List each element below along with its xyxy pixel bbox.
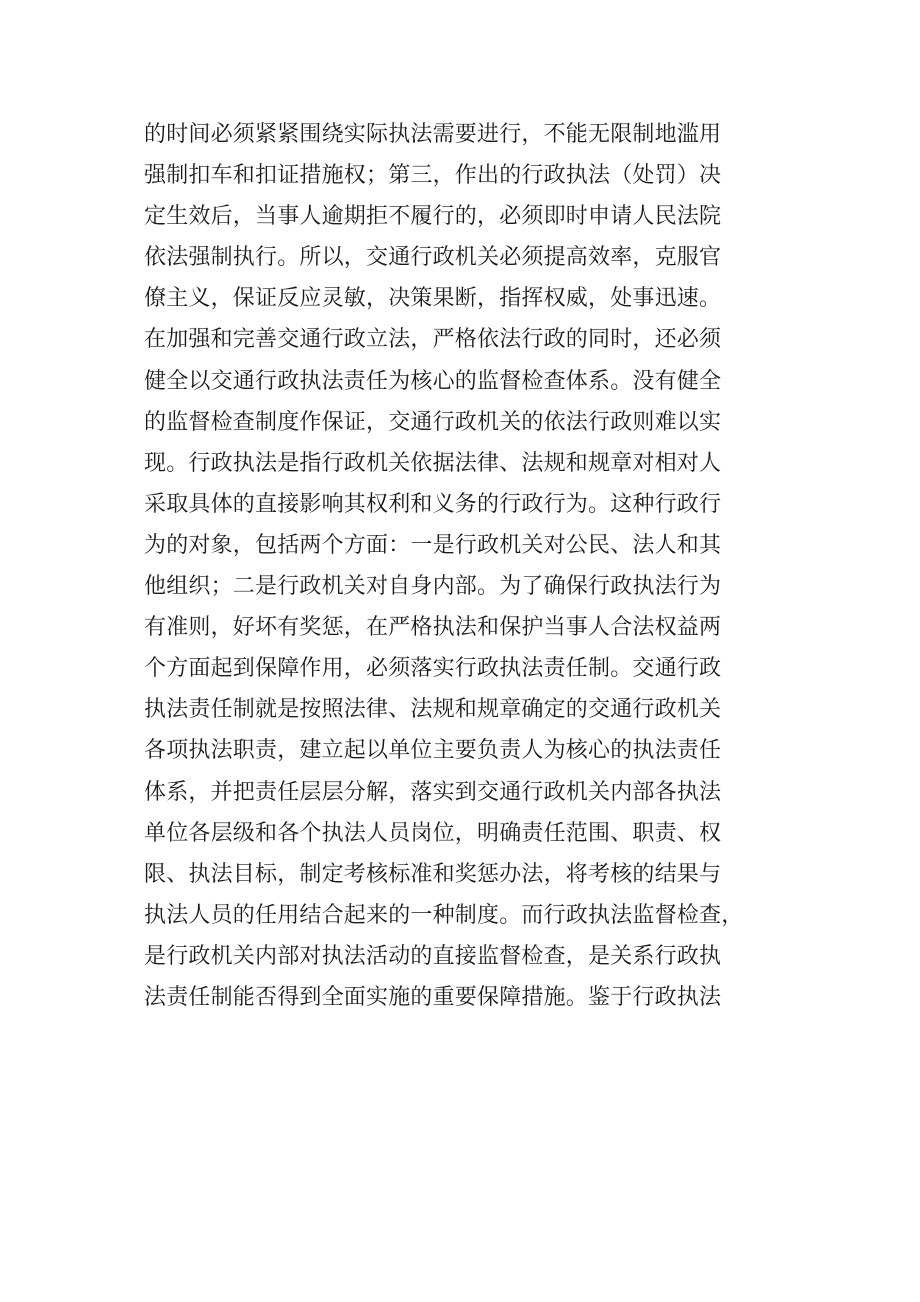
text-line: 单位各层级和各个执法人员岗位，明确责任范围、职责、权 <box>144 820 722 846</box>
text-line: 有准则，好坏有奖惩，在严格执法和保护当事人合法权益两 <box>144 615 722 641</box>
text-line: 各项执法职责，建立起以单位主要负责人为核心的执法责任 <box>144 738 722 764</box>
text-line: 僚主义，保证反应灵敏，决策果断，指挥权威，处事迅速。 <box>144 286 722 312</box>
body-text <box>144 114 784 1018</box>
text-line: 的时间必须紧紧围绕实际执法需要进行，不能无限制地滥用 <box>144 122 722 147</box>
text-line: 执法责任制就是按照法律、法规和规章确定的交通行政机关 <box>144 697 722 723</box>
text-line: 执法人员的任用结合起来的一种制度。而行政执法监督检查， <box>144 902 744 928</box>
text-line: 采取具体的直接影响其权利和义务的行政行为。这种行政行 <box>144 491 722 517</box>
text-line: 定生效后，当事人逾期拒不履行的，必须即时申请人民法院 <box>144 204 722 230</box>
text-line: 他组织；二是行政机关对自身内部。为了确保行政执法行为 <box>144 574 722 600</box>
text-line: 强制扣车和扣证措施权；第三，作出的行政执法（处罚）决 <box>144 163 722 189</box>
text-line: 为的对象，包括两个方面：一是行政机关对公民、法人和其 <box>144 532 722 558</box>
text-line: 的监督检查制度作保证，交通行政机关的依法行政则难以实 <box>144 409 722 435</box>
text-line: 在加强和完善交通行政立法，严格依法行政的同时，还必须 <box>144 327 722 353</box>
text-line: 法责任制能否得到全面实施的重要保障措施。鉴于行政执法 <box>144 984 722 1010</box>
text-line: 依法强制执行。所以，交通行政机关必须提高效率，克服官 <box>144 245 722 271</box>
text-line: 健全以交通行政执法责任为核心的监督检查体系。没有健全 <box>144 368 722 394</box>
text-line: 限、执法目标，制定考核标准和奖惩办法，将考核的结果与 <box>144 861 722 887</box>
text-line: 现。行政执法是指行政机关依据法律、法规和规章对相对人 <box>144 450 722 476</box>
text-line: 体系，并把责任层层分解，落实到交通行政机关内部各执法 <box>144 779 722 805</box>
text-line: 是行政机关内部对执法活动的直接监督检查，是关系行政执 <box>144 943 722 969</box>
text-line: 个方面起到保障作用，必须落实行政执法责任制。交通行政 <box>144 656 722 682</box>
